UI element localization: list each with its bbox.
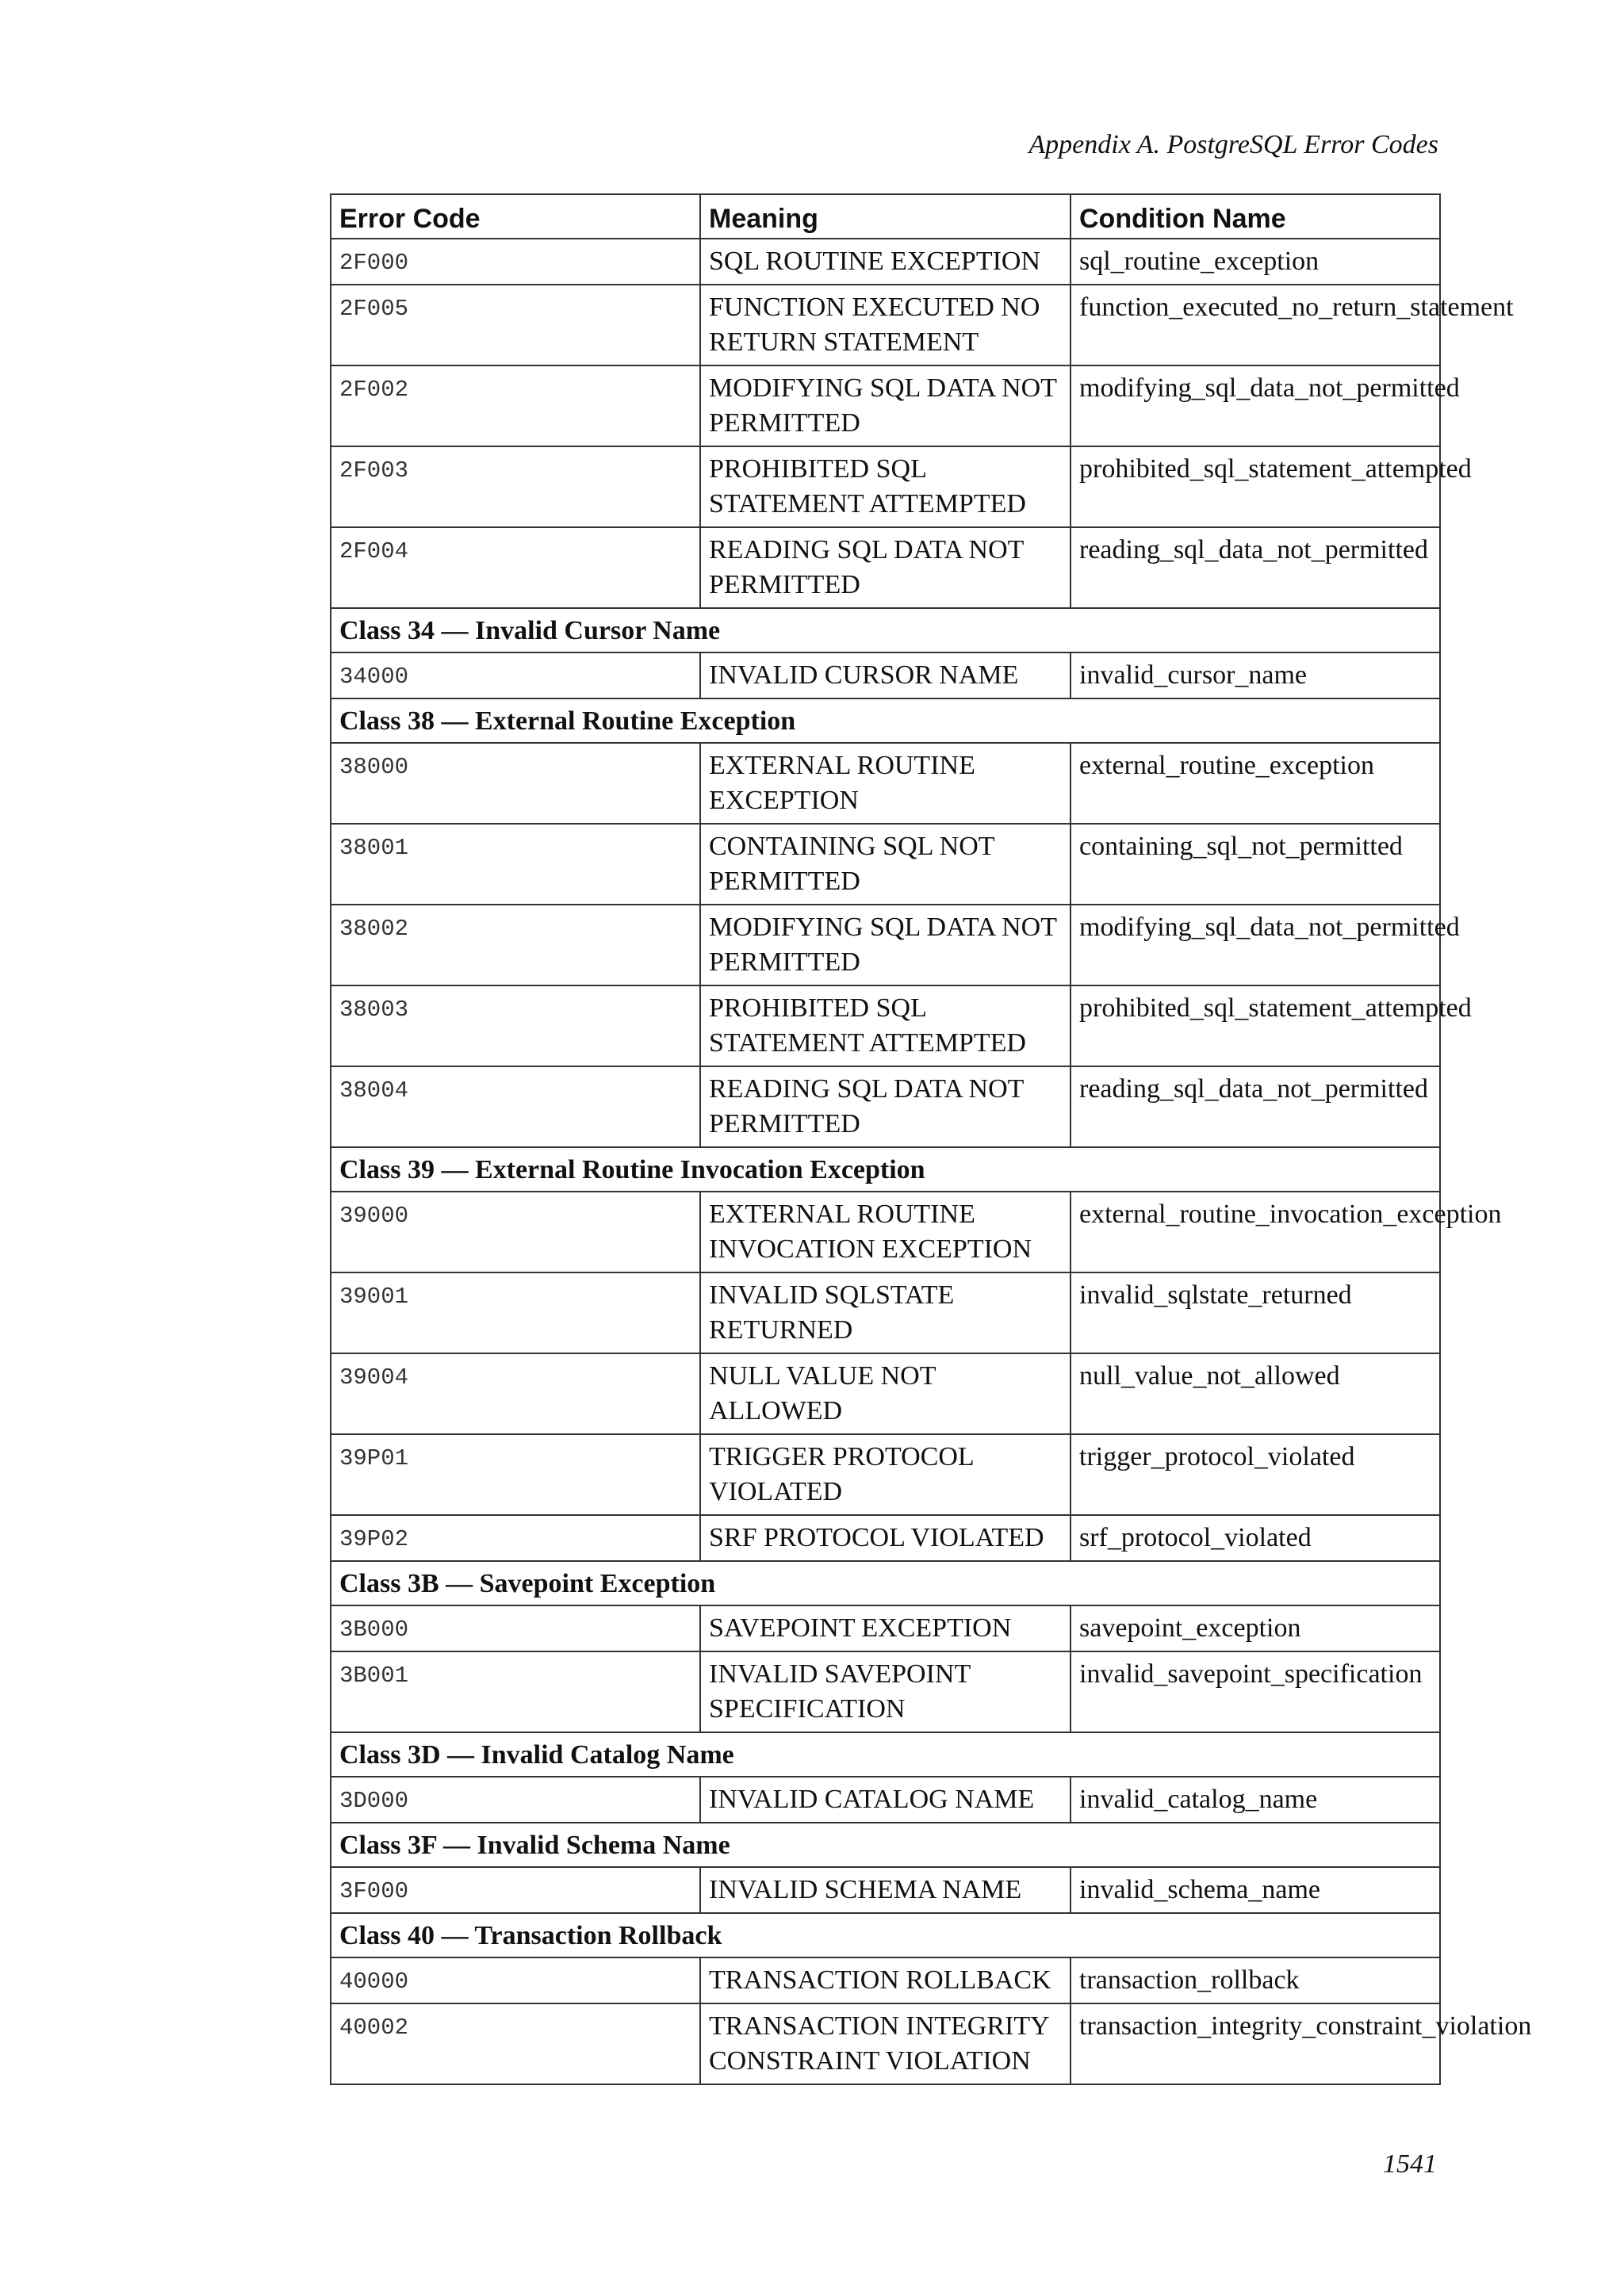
meaning-cell: INVALID CATALOG NAME bbox=[700, 1777, 1071, 1823]
table-row bbox=[331, 1651, 1440, 1732]
error-code-cell: 38003 bbox=[331, 985, 700, 1066]
meaning-cell: INVALID CURSOR NAME bbox=[700, 652, 1071, 698]
meaning-cell: EXTERNAL ROUTINE EXCEPTION bbox=[700, 743, 1071, 824]
error-code-cell: 39004 bbox=[331, 1353, 700, 1434]
meaning-cell: FUNCTION EXECUTED NO RETURN STATEMENT bbox=[700, 285, 1071, 365]
meaning-cell: INVALID SAVEPOINT SPECIFICATION bbox=[700, 1651, 1071, 1732]
meaning-cell: TRANSACTION INTEGRITY CONSTRAINT VIOLATION bbox=[700, 2003, 1071, 2084]
error-code-cell: 38004 bbox=[331, 1066, 700, 1147]
condition-name-cell: invalid_catalog_name bbox=[1071, 1777, 1440, 1823]
error-code-cell: 2F003 bbox=[331, 446, 700, 527]
error-code-cell: 39P02 bbox=[331, 1515, 700, 1561]
error-code-cell: 3F000 bbox=[331, 1867, 700, 1913]
table-row bbox=[331, 1192, 1440, 1272]
condition-name-cell: external_routine_exception bbox=[1071, 743, 1440, 824]
meaning-cell: INVALID SQLSTATE RETURNED bbox=[700, 1272, 1071, 1353]
class-heading-row bbox=[331, 1561, 1440, 1605]
table-row bbox=[331, 239, 1440, 285]
table-row bbox=[331, 1777, 1440, 1823]
table-row bbox=[331, 527, 1440, 608]
condition-name-cell: savepoint_exception bbox=[1071, 1605, 1440, 1651]
table-row bbox=[331, 824, 1440, 905]
table-row bbox=[331, 1867, 1440, 1913]
condition-name-cell: containing_sql_not_permitted bbox=[1071, 824, 1440, 905]
class-heading: Class 3B — Savepoint Exception bbox=[331, 1561, 1440, 1605]
class-heading-row bbox=[331, 1732, 1440, 1777]
page-number: 1541 bbox=[1383, 2149, 1437, 2179]
error-codes-table-container bbox=[330, 193, 1532, 2085]
table-row bbox=[331, 446, 1440, 527]
table-row bbox=[331, 905, 1440, 985]
class-heading-row bbox=[331, 1823, 1440, 1867]
condition-name-cell: trigger_protocol_violated bbox=[1071, 1434, 1440, 1515]
table-row bbox=[331, 1353, 1440, 1434]
error-code-cell: 38001 bbox=[331, 824, 700, 905]
class-heading: Class 38 — External Routine Exception bbox=[331, 698, 1440, 743]
condition-name-cell: invalid_sqlstate_returned bbox=[1071, 1272, 1440, 1353]
error-code-cell: 40002 bbox=[331, 2003, 700, 2084]
table-body bbox=[331, 239, 1532, 2084]
table-row bbox=[331, 652, 1440, 698]
condition-name-cell: srf_protocol_violated bbox=[1071, 1515, 1440, 1561]
error-code-cell: 34000 bbox=[331, 652, 700, 698]
class-heading: Class 39 — External Routine Invocation Exception bbox=[331, 1147, 1440, 1192]
class-heading: Class 34 — Invalid Cursor Name bbox=[331, 608, 1440, 652]
condition-name-cell: null_value_not_allowed bbox=[1071, 1353, 1440, 1434]
error-code-cell: 38000 bbox=[331, 743, 700, 824]
class-heading-row bbox=[331, 1913, 1440, 1957]
error-code-cell: 39P01 bbox=[331, 1434, 700, 1515]
condition-name-cell: external_routine_invocation_exception bbox=[1071, 1192, 1440, 1272]
class-heading: Class 3F — Invalid Schema Name bbox=[331, 1823, 1440, 1867]
meaning-cell: SQL ROUTINE EXCEPTION bbox=[700, 239, 1071, 285]
table-row bbox=[331, 1515, 1440, 1561]
class-heading: Class 3D — Invalid Catalog Name bbox=[331, 1732, 1440, 1777]
error-code-cell: 38002 bbox=[331, 905, 700, 985]
condition-name-cell: sql_routine_exception bbox=[1071, 239, 1440, 285]
class-heading: Class 40 — Transaction Rollback bbox=[331, 1913, 1440, 1957]
running-header: Appendix A. PostgreSQL Error Codes bbox=[1028, 130, 1438, 159]
meaning-cell: MODIFYING SQL DATA NOT PERMITTED bbox=[700, 905, 1071, 985]
condition-name-cell: modifying_sql_data_not_permitted bbox=[1071, 905, 1440, 985]
meaning-cell: PROHIBITED SQL STATEMENT ATTEMPTED bbox=[700, 985, 1071, 1066]
meaning-cell: SRF PROTOCOL VIOLATED bbox=[700, 1515, 1071, 1561]
meaning-cell: TRIGGER PROTOCOL VIOLATED bbox=[700, 1434, 1071, 1515]
condition-name-cell: prohibited_sql_statement_attempted bbox=[1071, 446, 1440, 527]
condition-name-cell: prohibited_sql_statement_attempted bbox=[1071, 985, 1440, 1066]
class-heading-row bbox=[331, 608, 1440, 652]
table-row bbox=[331, 2003, 1440, 2084]
meaning-cell: TRANSACTION ROLLBACK bbox=[700, 1957, 1071, 2003]
error-code-cell: 2F005 bbox=[331, 285, 700, 365]
table-row bbox=[331, 1066, 1440, 1147]
table-row bbox=[331, 1957, 1440, 2003]
condition-name-cell: function_executed_no_return_statement bbox=[1071, 285, 1440, 365]
table-row bbox=[331, 1272, 1440, 1353]
condition-name-cell: invalid_schema_name bbox=[1071, 1867, 1440, 1913]
column-header-condition-name: Condition Name bbox=[1071, 194, 1440, 239]
table-row bbox=[331, 985, 1440, 1066]
error-code-cell: 2F004 bbox=[331, 527, 700, 608]
error-code-cell: 2F002 bbox=[331, 365, 700, 446]
meaning-cell: INVALID SCHEMA NAME bbox=[700, 1867, 1071, 1913]
table-row bbox=[331, 1605, 1440, 1651]
table-row bbox=[331, 285, 1440, 365]
error-code-cell: 39000 bbox=[331, 1192, 700, 1272]
condition-name-cell: invalid_cursor_name bbox=[1071, 652, 1440, 698]
error-code-cell: 3B001 bbox=[331, 1651, 700, 1732]
meaning-cell: CONTAINING SQL NOT PERMITTED bbox=[700, 824, 1071, 905]
condition-name-cell: transaction_rollback bbox=[1071, 1957, 1440, 2003]
table-header-row bbox=[331, 194, 1440, 239]
meaning-cell: PROHIBITED SQL STATEMENT ATTEMPTED bbox=[700, 446, 1071, 527]
table-header bbox=[331, 194, 1440, 239]
class-heading-row bbox=[331, 1147, 1440, 1192]
meaning-cell: MODIFYING SQL DATA NOT PERMITTED bbox=[700, 365, 1071, 446]
condition-name-cell: reading_sql_data_not_permitted bbox=[1071, 527, 1440, 608]
table-row bbox=[331, 1434, 1440, 1515]
meaning-cell: NULL VALUE NOT ALLOWED bbox=[700, 1353, 1071, 1434]
table-row bbox=[331, 743, 1440, 824]
error-code-cell: 40000 bbox=[331, 1957, 700, 2003]
meaning-cell: EXTERNAL ROUTINE INVOCATION EXCEPTION bbox=[700, 1192, 1071, 1272]
condition-name-cell: reading_sql_data_not_permitted bbox=[1071, 1066, 1440, 1147]
meaning-cell: READING SQL DATA NOT PERMITTED bbox=[700, 1066, 1071, 1147]
column-header-meaning: Meaning bbox=[700, 194, 1071, 239]
error-code-cell: 2F000 bbox=[331, 239, 700, 285]
error-code-cell: 3D000 bbox=[331, 1777, 700, 1823]
meaning-cell: SAVEPOINT EXCEPTION bbox=[700, 1605, 1071, 1651]
condition-name-cell: modifying_sql_data_not_permitted bbox=[1071, 365, 1440, 446]
error-code-cell: 3B000 bbox=[331, 1605, 700, 1651]
error-codes-table bbox=[330, 193, 1532, 2085]
meaning-cell: READING SQL DATA NOT PERMITTED bbox=[700, 527, 1071, 608]
condition-name-cell: transaction_integrity_constraint_violation bbox=[1071, 2003, 1440, 2084]
condition-name-cell: invalid_savepoint_specification bbox=[1071, 1651, 1440, 1732]
error-code-cell: 39001 bbox=[331, 1272, 700, 1353]
column-header-error-code: Error Code bbox=[331, 194, 700, 239]
table-row bbox=[331, 365, 1440, 446]
class-heading-row bbox=[331, 698, 1440, 743]
